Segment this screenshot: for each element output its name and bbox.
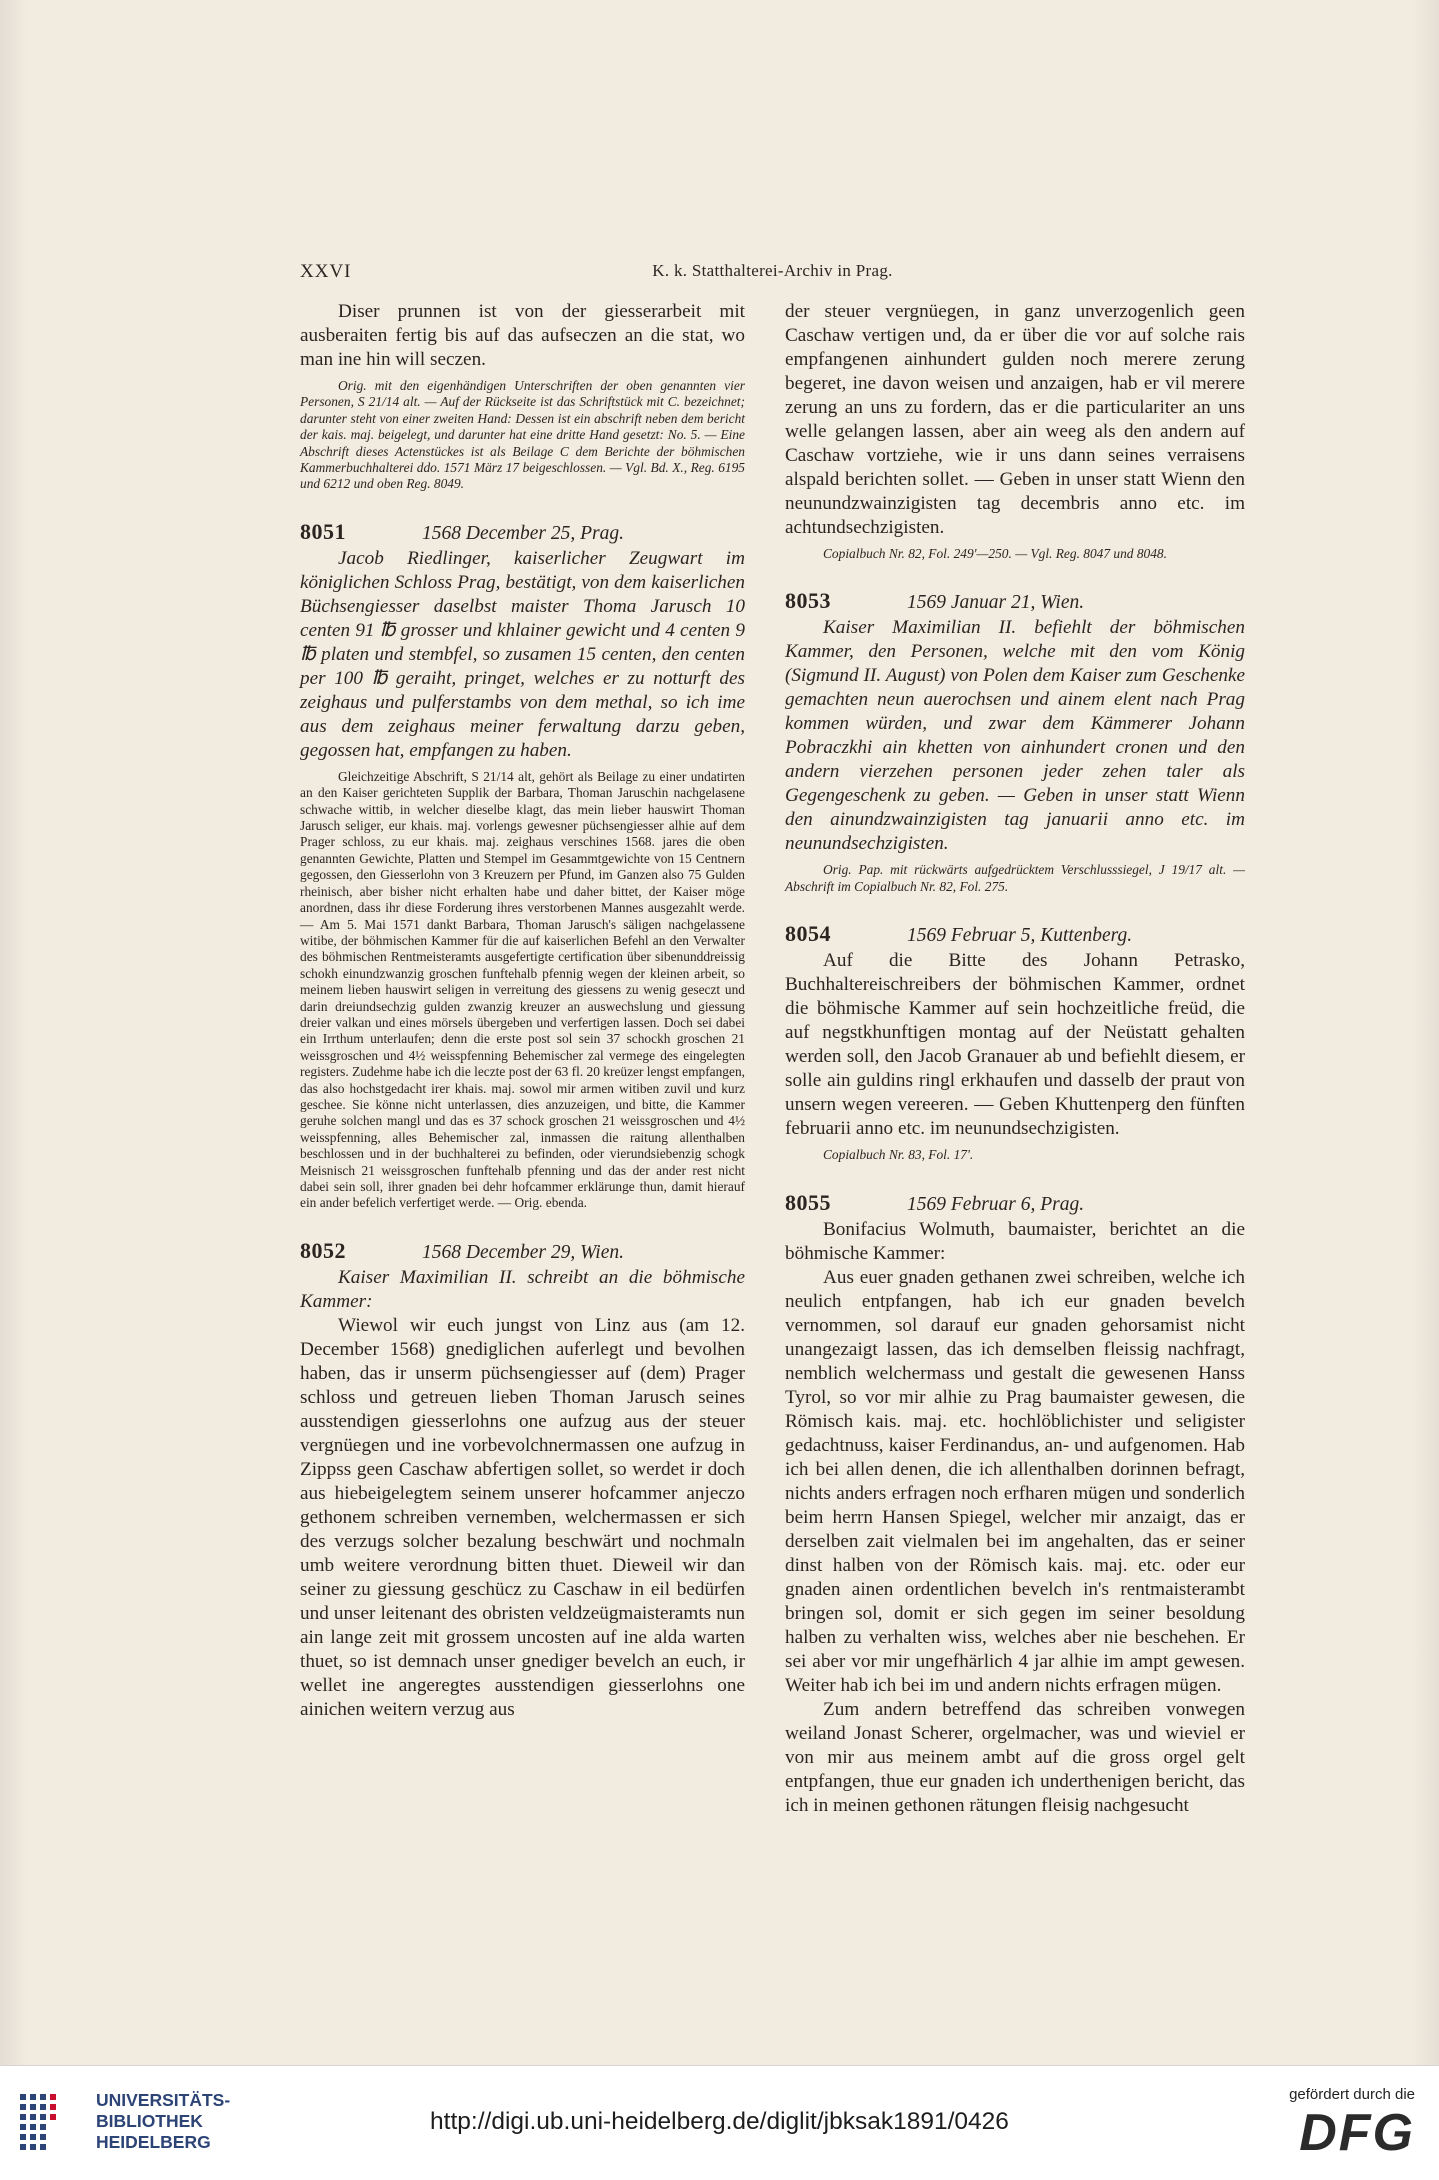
continued-note: Copialbuch Nr. 82, Fol. 249'—250. — Vgl. Reg. 8047 und 8048.	[823, 546, 1167, 561]
page-number: XXVI	[300, 261, 352, 282]
entry-8052-heading	[300, 1238, 745, 1264]
entry-8053-note: Orig. Pap. mit rückwärts aufgedrücktem Verschlusssiegel, J 19/17 alt. — Abschrift im Copialbuch Nr. 82, Fol. 275.	[785, 862, 1245, 894]
entry-8051-heading	[300, 519, 745, 545]
running-title: K. k. Statthalterei-Archiv in Prag.	[652, 261, 893, 280]
entry-8053-summary: Kaiser Maximilian II. befiehlt der böhmischen Kammer, den Personen, welche mit den vom König (Sigmund II. August) von Polen dem Kaiser zum Geschenke gemachten neun auerochsen und ainem elent nach Prag kommen würden, und zwar dem Kämmerer Johann Pobraczkhi ain khetten von ainhundert cronen und den andern vierzehen personen jeder zehen taler als Gegengeschenk zu geben. — Geben in unser statt Wienn den ainundzwainzigisten tag januarii anno etc. im neunundsechzigisten.	[785, 617, 1245, 855]
entry-8054-note: Copialbuch Nr. 83, Fol. 17'.	[823, 1147, 974, 1163]
entry-8055-summary: Bonifacius Wolmuth, baumaister, berichtet an die böhmische Kammer:	[785, 1218, 1245, 1264]
sponsor-caption: gefördert durch die	[1289, 2086, 1415, 2103]
continued-paragraph: der steuer vergnüegen, in ganz unverzogenlich geen Caschaw vertigen und, da er über die vor auf solche rais empfangenen ainhundert gulden noch merere zerung begeret, ine davon weisen und anzaigen, hab er vil merere zerung an uns zu fordern, das er die particulariter an uns welle gelangen lassen, aber ain weeg als den andern auf Caschaw vortziehe, wie ir uns dann seines verraisens alspald berichten sollet. — Geben in unser statt Wienn den neunundzwainzigisten tag decembris anno etc. im achtundsechzigisten.	[785, 301, 1245, 538]
entry-8052-text: Wiewol wir euch jungst von Linz aus (am 12. December 1568) gnediglichen auferlegt und bevolhen haben, das ir unserm püchsengiesser auf (dem) Prager schloss und getreuen lieben Thoman Jarusch seines ausstendigen giesserlohns one aufzug aus der steuer vergnüegen und ine vorbevolchnermassen one aufzug in Zippss geen Caschaw abfertigen sollet, so werdet ir doch aus hiebeigelegtem seinem unserer hofcammer anjeczo gethonem schreiben vernemben, welchermassen er sich des verzugs solcher bezalung beschwärt und nochmaln umb weitere verordnung bitten thuet. Dieweil wir dan seiner zu giessung geschücz zu Caschaw in eil bedürfen und unser leitenant des obristen veldzeügmaisteramts nun ain lange zeit mit grossem uncosten auf ine alda warten thuet, so ist demnach unser gnediger bevelch an euch, ir wellet ine angeregtes ausstendigen giesserlohns one ainichen weitern verzug aus	[300, 1314, 745, 1720]
entry-8054-summary: Auf die Bitte des Johann Petrasko, Buchhaltereischreibers der böhmischen Kammer, ordnet die böhmische Kammer auf sein hochzeitliche freüd, die auf negstkhunftigen montag auf der Neüstatt gehalten werden soll, den Jacob Granauer ab und befiehlt diesem, er solle ain guldins ringl erkhaufen und dasselb der praut von unsern wegen vereeren. — Geben Khuttenperg den fünften februarii anno etc. im neunundsechzigisten.	[785, 950, 1245, 1140]
entry-8051-note: Gleichzeitige Abschrift, S 21/14 alt, gehört als Beilage zu einer undatirten an den Kaiser gerichteten Supplik der Barbara, Thoman Jaruschin nachgelasene schwache wittib, in welcher dieselbe klagt, das mein lieber hauswirt Thoman Jarusch seliger, eur khais. maj. vorlengs gewesner püchsengiesser alhie auf dem Prager schloss, zu eur khais. maj. zeighaus verschines 1568. jares die oben genannten Gewichte, Platten und Stempel im Gesammtgewichte von 15 Centnern gegossen, den Giesserlohn von 3 Kreuzern per Pfund, im Ganzen also 75 Gulden rheinisch, aber bisher nicht erhalten habe und daher bittet, der Kaiser möge anordnen, dass ihr diese Forderung ihres verstorbenen Mannes ausgezahlt werde. — Am 5. Mai 1571 dankt Barbara, Thoman Jarusch's säligen nachgelassene witibe, der böhmischen Kammer für die auf kaiserlichen Befehl an den Verwalter des böhmischen Rentmeisteramts ausgefertigte certification über sibenunddreissig schokh einundzwanzig groschen funftehalb pfennig wegen der kleinen arbeit, so meinem lieben hauswirt seligen in verreitung des giessens zu wenig geseczt und darin dreiundsechzig gulden zwanzig kreuzer an auswechslung und giessung dreier valkan und eines mörsels übergeben und verfertigen lassen. Doch sei dabei ein Irrthum unterlaufen; denn die erste post sol sein 37 schockh groschen 21 weissgroschen und 4½ weisspfenning Behemischer zal vermege des eingelegten registers. Zudehme habe ich die leczte post der 63 fl. 20 kreüzer lengst empfangen, das also hochstgedacht irer khais. maj. sowol mir armen witiben zuvil und kurz geschee. Sie könne nicht unterlassen, dies anzuzeigen, und bitte, die Kammer geruhe solchen mangl und das es 37 schock groschen 21 weissgroschen und 4½ weisspfenning, alles Behemischer zal, inmassen die raitung allenthalben beschlossen und in der buchhalterei zu befinden, oder vierundsiebenzig schogk Meisnisch 21 weissgroschen funftehalb pfenning und das der ander rest nicht dabei sein soll, ihrer gnaden bei dehr hofcammer erklärunge thun, damit hierauf ein ander befelich verfertiget werde. — Orig. ebenda.	[300, 768, 745, 1211]
entry-date: 1569 Januar 21, Wien.	[907, 592, 1085, 614]
dfg-logo: DFG	[1299, 2104, 1415, 2162]
entry-8055-text-1: Aus euer gnaden gethanen zwei schreiben, welche ich neulich entpfangen, hab ich eur gnaden bevelch vernommen, sol darauf eur gnaden gehorsamist nicht unangezaigt lassen, das ich demselben fleissig nachfragt, nemblich welchermass und gestalt die gewesenen Hanss Tyrol, so vor mir alhie zu Prag baumaister gewesen, die Römisch kais. maj. etc. hochlöblichister und seligister gedachtnuss, kaiser Ferdinandus, an- und aufgenomen. Hab ich bei allen denen, die ich allenthalben dorinnen befragt, nichts anders erfragen noch erfharen mügen und sonderlich beim herrn Hansen Spiegel, welcher mir anzaigt, das er derselben zait vielmalen bei im angehalten, das er seiner dinst halben von der Römisch kais. maj. etc. oder eur gnaden ainen ordentlichen bevelch in's rentmaisterambt bringen sol, domit er sich gegen im seiner besoldung halben zu verhalten wiss, welches aber nie beschehen. Er sei aber vor mir ungefhärlich 4 jar alhie im ampt gewesen. Weiter hab ich bei im und andern nichts erfragen mügen.	[785, 1266, 1245, 1696]
entry-8052-summary: Kaiser Maximilian II. schreibt an die böhmische Kammer:	[300, 1266, 745, 1312]
sponsor-block[interactable]	[1273, 2086, 1415, 2163]
left-column	[300, 300, 745, 1722]
entry-number: 8051	[300, 518, 346, 544]
entry-number: 8055	[785, 1189, 831, 1215]
university-library-name[interactable]: UNIVERSITÄTS- BIBLIOTHEK HEIDELBERG	[96, 2090, 231, 2152]
permalink-url[interactable]: http://digi.ub.uni-heidelberg.de/diglit/jbksak1891/0426	[430, 2108, 1009, 2135]
entry-date: 1569 Februar 6, Prag.	[907, 1193, 1085, 1215]
running-head	[300, 261, 1245, 287]
right-column	[785, 300, 1245, 1818]
entry-8051-summary: Jacob Riedlinger, kaiserlicher Zeugwart im königlichen Schloss Prag, bestätigt, von dem kaiserlichen Büchsengiesser daselbst maister Thoma Jarusch 10 centen 91 ℔ grosser und khlainer gewicht und 4 centen 9 ℔ platen und stembfel, so zusamen 15 centen, den centen per 100 ℔ geraiht, pringet, welches er zu notturft des zeighaus und pulferstambs von dem methal, so ich ime aus dem zeighaus meiner ferwaltung darzu geben, gegossen hat, empfangen zu haben.	[300, 547, 745, 761]
entry-8054-heading	[785, 921, 1245, 947]
entry-number: 8054	[785, 921, 831, 947]
entry-date: 1568 December 29, Wien.	[422, 1241, 624, 1263]
entry-8055-heading	[785, 1190, 1245, 1216]
entry-8055-text-2: Zum andern betreffend das schreiben vonwegen weiland Jonast Scherer, orgelmacher, was und wieviel er von mir aus meinem ambt auf die gross orgel gelt entpfangen, thue eur gnaden ich underthenigen bericht, das ich in meinen gethonen rätungen fleisig nachgesucht	[785, 1698, 1245, 1816]
viewer-footer	[0, 2065, 1439, 2180]
entry-number: 8052	[300, 1237, 346, 1263]
entry-date: 1569 Februar 5, Kuttenberg.	[907, 925, 1133, 947]
entry-8053-heading	[785, 588, 1245, 614]
entry-date: 1568 December 25, Prag.	[422, 522, 624, 544]
intro-paragraph: Diser prunnen ist von der giesserarbeit mit ausberaiten fertig bis auf das aufseczen an die stat, wo man ine hin will seczen.	[300, 301, 745, 370]
intro-note: Orig. mit den eigenhändigen Unterschriften der oben genannten vier Personen, S 21/14 alt. — Auf der Rückseite ist das Schriftstück mit C. bezeichnet; darunter steht von einer zweiten Hand: Dessen ist ein abschrift neben dem bericht der kais. maj. beigelegt, und darunter hat eine dritte Hand gesetzt: No. 5. — Eine Abschrift dieses Actenstückes ist als Beilage C dem Berichte der böhmischen Kammerbuchhalterei ddo. 1571 März 17 beigeschlossen. — Vgl. Bd. X., Reg. 6195 und 6212 und oben Reg. 8049.	[300, 378, 745, 492]
entry-number: 8053	[785, 588, 831, 614]
